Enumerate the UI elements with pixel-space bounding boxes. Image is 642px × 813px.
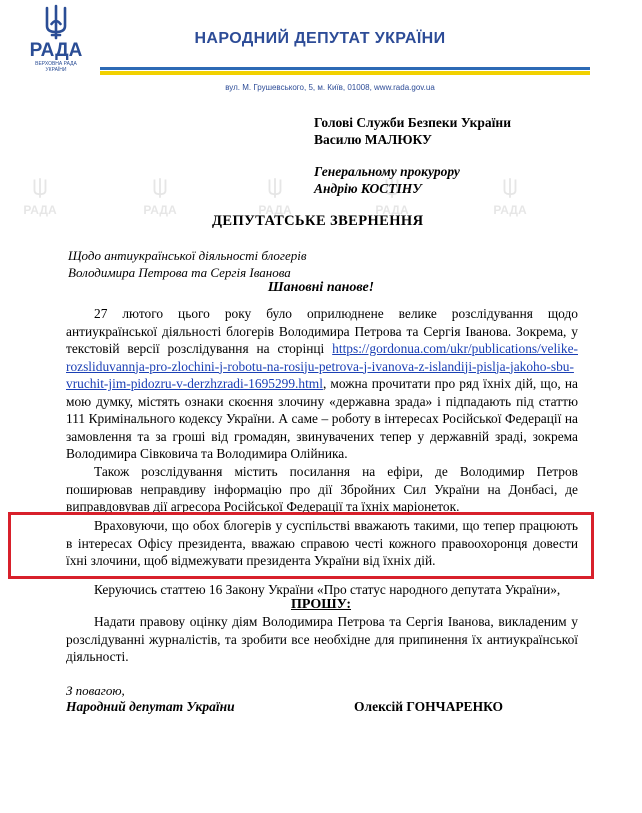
subject-line-2: Володимира Петрова та Сергія Іванова — [68, 265, 291, 280]
flag-stripe-yellow — [100, 71, 590, 75]
trident-icon — [266, 177, 284, 199]
header-address: вул. М. Грушевського, 5, м. Київ, 01008, www.rada.gov.ua — [225, 83, 435, 92]
paragraph-5: Надати правову оцінку діям Володимира Петрова та Сергія Іванова, викладеним у розслідуванні журналістів, та зробити все необхідне для припинення їх антиукраїнської діяльності. — [66, 614, 578, 664]
paragraph-1-text-start: 27 лютого цього року було оприлюднене велике розслідування щодо антиукраїнської діяльності блогерів Володимира Петрова та Сергія Іванова. Зокрема, у текстовій версії розслідування на сторінці — [66, 306, 578, 356]
watermark-word: РАДА — [23, 203, 57, 217]
logo-wordmark: РАДА — [29, 40, 83, 61]
watermark — [255, 177, 295, 217]
watermark — [20, 177, 60, 217]
addressee-sbu-position: Голові Служби Безпеки України — [314, 115, 511, 130]
request-heading — [0, 597, 642, 613]
watermark-word: РАДА — [493, 203, 527, 217]
addressee-prosecutor-position: Генеральному прокурору — [314, 164, 460, 179]
paragraph-3: Враховуючи, що обох блогерів у суспільстві вважають такими, що тепер працюють в інтересах Офісу президента, вважаю справою честі кожного правоохоронця довести їхні злочини, щоб відмежувати президента України від їхніх дій. — [66, 518, 578, 568]
paragraph-1 — [66, 305, 578, 463]
logo-subtext: ВЕРХОВНА РАДА УКРАЇНИ — [35, 61, 77, 73]
rada-logo — [20, 4, 92, 73]
trident-icon — [31, 177, 49, 199]
subject-line-1: Щодо антиукраїнської діяльності блогерів — [68, 248, 307, 263]
watermark-word: РАДА — [375, 203, 409, 217]
paragraph-4: Керуючись статтею 16 Закону України «Про статус народного депутата України», — [94, 582, 561, 597]
investigation-link[interactable]: https://gordonua.com/ukr/publications/velike-rozsliduvannja-pro-zlochini-j-robotu-na-rosiju-petrova-j-ivanova-z-islandiji-pislja-jakoho-sbu-vruchit-jim-pidozru-v-derzhzradi-1695299.html — [66, 341, 578, 391]
salutation: Шановні панове! — [267, 280, 375, 295]
watermark-word: РАДА — [258, 203, 292, 217]
page-title: НАРОДНИЙ ДЕПУТАТ УКРАЇНИ — [194, 30, 446, 47]
request-heading-text: ПРОШУ: — [290, 597, 352, 612]
trident-icon — [501, 177, 519, 199]
document-title: ДЕПУТАТСЬКЕ ЗВЕРНЕННЯ — [212, 213, 424, 229]
trident-icon — [43, 4, 69, 40]
watermark — [140, 177, 180, 217]
watermark — [490, 177, 530, 217]
paragraph-1-text-end: , можна прочитати про ряд їхніх дій, що, на мою думку, містять ознаки скоєння злочину «державна зрада» і підпадають під статтю 111 Кримінального кодексу України. А саме – роботу в інтересах Російської Федерації на замовлення та за гроші від громадян, звинувачених тепер у державній зраді, зокрема Володимира Сівковича та Володимира Олійника. — [66, 376, 578, 461]
signer-title: Народний депутат України — [66, 699, 235, 714]
red-highlight-frame — [8, 512, 594, 579]
subject-line — [68, 247, 307, 281]
closing: З повагою, — [66, 683, 125, 698]
flag-stripe-blue — [100, 67, 590, 70]
signer-name: Олексій ГОНЧАРЕНКО — [354, 699, 504, 714]
paragraph-2: Також розслідування містить посилання на ефіри, де Володимир Петров поширював неправдиву інформацію про дії Збройних Сил України на Донбасі, де виправдовував дії агресора Російської Федерації та їхніх маріонеток. — [66, 464, 578, 514]
addressee-sbu-name: Василю МАЛЮКУ — [314, 132, 432, 147]
addressee-prosecutor-name: Андрію КОСТІНУ — [314, 181, 422, 196]
trident-icon — [151, 177, 169, 199]
watermark-word: РАДА — [143, 203, 177, 217]
